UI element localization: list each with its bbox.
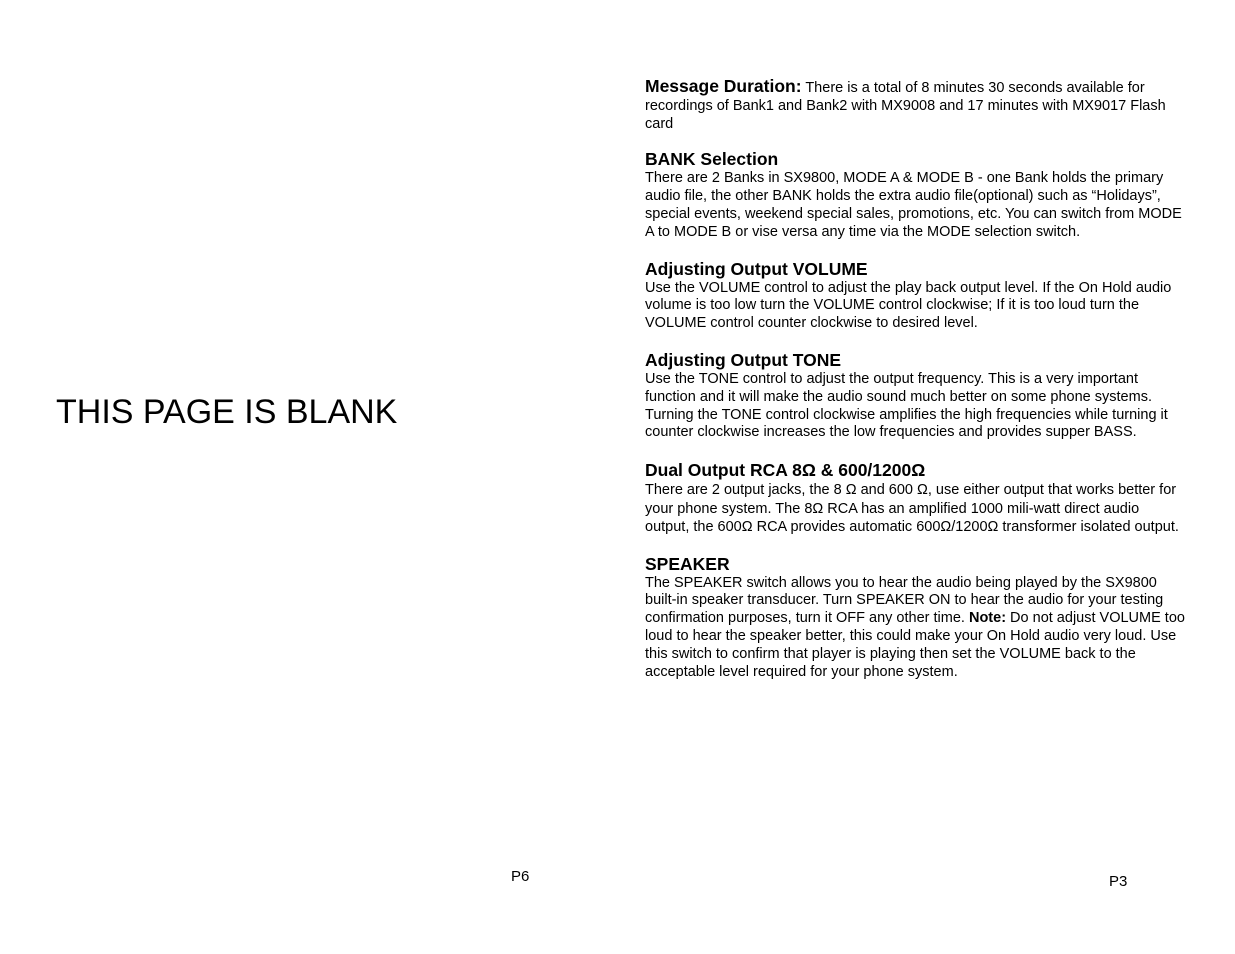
section-adjusting-tone — [645, 350, 1185, 442]
bank-selection-heading: BANK Selection — [645, 149, 779, 170]
message-duration-text: There is a total of 8 minutes 30 seconds available for recordings of Bank1 and Bank2 with MX9008 and 17 minutes with MX9017 Flash card — [645, 80, 1166, 132]
blank-page-title: THIS PAGE IS BLANK — [56, 393, 398, 431]
section-message-duration — [645, 78, 1185, 133]
page-number-right: P3 — [1109, 873, 1128, 890]
section-speaker — [645, 554, 1185, 682]
speaker-heading: SPEAKER — [645, 553, 730, 574]
adjusting-tone-text: Use the TONE control to adjust the output frequency. This is a very important function and it will make the audio sound much better on some phone systems. Turning the TONE control clockwise amplifies the high frequencies while turning it counter clockwise increases the low frequencies and provides supper BASS. — [645, 370, 1168, 441]
message-duration-heading: Message Duration: — [645, 76, 802, 96]
dual-output-text: There are 2 output jacks, the 8 Ω and 600 Ω, use either output that works better for your phone system. The 8Ω RCA has an amplified 1000 mili-watt direct audio output, the 600Ω RCA provides automatic 600Ω/1200Ω transformer isolated output. — [645, 482, 1179, 536]
speaker-text-after: Do not adjust VOLUME too loud to hear the speaker better, this could make your On Hold audio very loud. Use this switch to confirm that player is playing then set the VOLUME back to the acceptable level required for your phone system. — [645, 610, 1185, 680]
adjusting-volume-text: Use the VOLUME control to adjust the play back output level. If the On Hold audio volume is too low turn the VOLUME control clockwise; If it is too loud turn the VOLUME control counter clockwise to desired level. — [645, 279, 1172, 332]
adjusting-volume-heading: Adjusting Output VOLUME — [645, 258, 868, 279]
section-adjusting-volume — [645, 259, 1185, 333]
page-number-left: P6 — [511, 868, 530, 885]
section-dual-output — [645, 460, 1185, 537]
speaker-note-label: Note: — [968, 610, 1007, 627]
adjusting-tone-heading: Adjusting Output TONE — [645, 349, 842, 370]
manual-content — [645, 78, 1185, 681]
bank-selection-text: There are 2 Banks in SX9800, MODE A & MODE B - one Bank holds the primary audio file, the other BANK holds the extra audio file(optional) such as “Holidays”, special events, weekend special sales, promotions, etc. You can switch from MODE A to MODE B or vise versa any time via the MODE selection switch. — [645, 170, 1182, 240]
speaker-text-before: The SPEAKER switch allows you to hear the audio being played by the SX9800 built-in speaker transducer. Turn SPEAKER ON to hear the audio for your testing confirmation purposes, turn it OFF any other time. — [645, 574, 1164, 627]
dual-output-heading: Dual Output RCA 8Ω & 600/1200Ω — [645, 460, 926, 481]
speaker-text — [645, 575, 1185, 682]
section-bank-selection — [645, 149, 1185, 241]
